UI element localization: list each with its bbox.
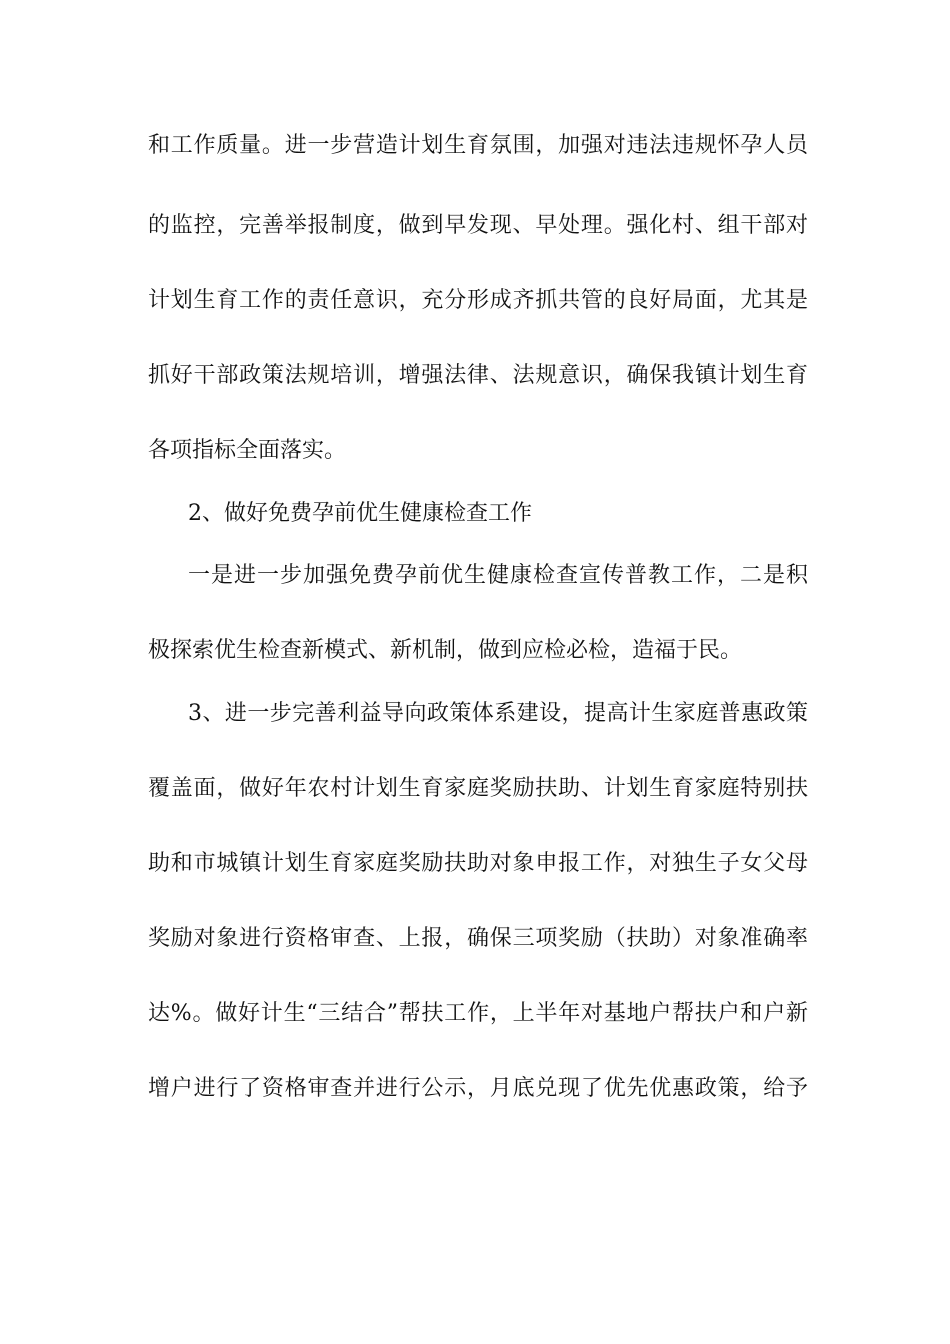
paragraph-line: 一是进一步加强免费孕前优生健康检查宣传普教工作，二是积	[188, 563, 808, 588]
paragraph-line: 抓好干部政策法规培训，增强法律、法规意识，确保我镇计划生育	[148, 363, 808, 388]
paragraph-line: 覆盖面，做好年农村计划生育家庭奖励扶助、计划生育家庭特别扶	[148, 776, 808, 801]
paragraph-line: 奖励对象进行资格审查、上报，确保三项奖励（扶助）对象准确率	[148, 926, 808, 951]
section-heading: 2、做好免费孕前优生健康检查工作	[188, 501, 532, 526]
paragraph-line: 和工作质量。进一步营造计划生育氛围，加强对违法违规怀孕人员	[148, 133, 808, 158]
paragraph-line: 的监控，完善举报制度，做到早发现、早处理。强化村、组干部对	[148, 213, 808, 238]
paragraph-line: 助和市城镇计划生育家庭奖励扶助对象申报工作，对独生子女父母	[148, 851, 808, 876]
section-heading: 3、进一步完善利益导向政策体系建设，提高计生家庭普惠政策	[188, 701, 808, 726]
paragraph-line: 计划生育工作的责任意识，充分形成齐抓共管的良好局面，尤其是	[148, 288, 808, 313]
paragraph-line: 极探索优生检查新模式、新机制，做到应检必检，造福于民。	[148, 638, 743, 663]
paragraph-line: 达%。做好计生“三结合”帮扶工作，上半年对基地户帮扶户和户新	[148, 1001, 808, 1026]
paragraph-line: 增户进行了资格审查并进行公示，月底兑现了优先优惠政策，给予	[148, 1076, 808, 1101]
paragraph-line: 各项指标全面落实。	[148, 438, 347, 463]
